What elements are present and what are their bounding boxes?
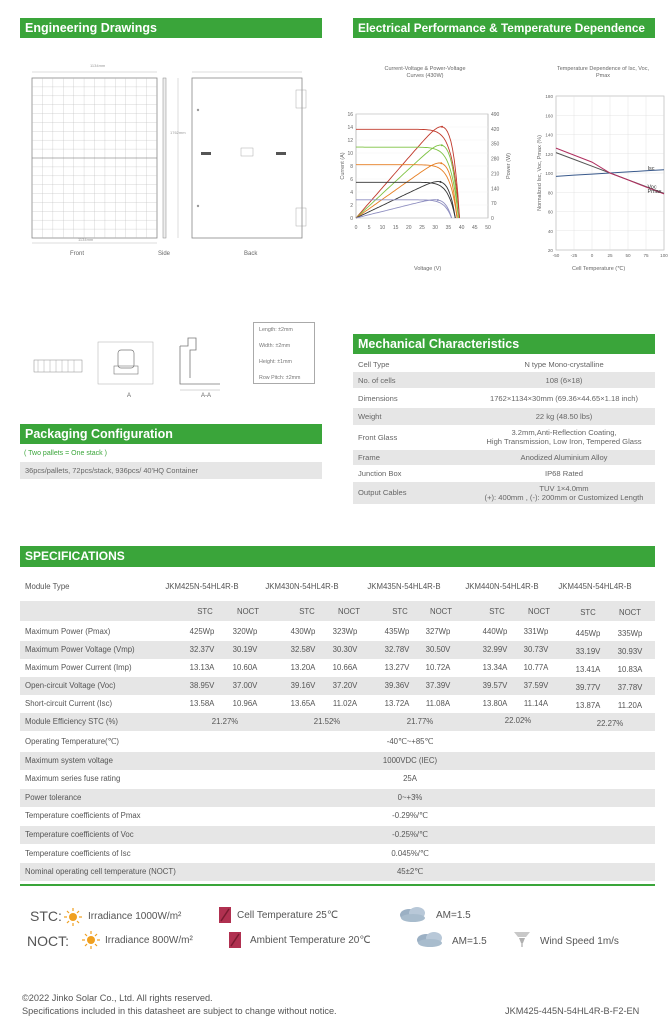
iv-mpp-point bbox=[441, 126, 443, 128]
spec-value: 11.02A bbox=[332, 699, 358, 708]
spec-value: 11.20A bbox=[617, 701, 643, 710]
model-435: JKM435N-54HL4R-B bbox=[367, 582, 441, 591]
spec-value: 13.20A bbox=[290, 663, 316, 672]
temp-y-axis-label: Normalized Isc, Voc, Pmax (%) bbox=[537, 135, 543, 211]
spec-value: 33.19V bbox=[575, 647, 601, 656]
spec-value: 39.57V bbox=[482, 681, 508, 690]
section-aa-label: A-A bbox=[201, 393, 212, 399]
efficiency-label: Module Efficiency STC (%) bbox=[25, 717, 119, 726]
spec-value: 10.83A bbox=[617, 665, 643, 674]
cloud-icon bbox=[397, 904, 429, 924]
temp-x-tick: 0 bbox=[590, 253, 594, 258]
spec-value: 430Wp bbox=[290, 627, 316, 636]
model-430: JKM430N-54HL4R-B bbox=[265, 582, 339, 591]
model-425: JKM425N-54HL4R-B bbox=[165, 582, 239, 591]
spec-common-row bbox=[20, 845, 655, 863]
spec-value: 445Wp bbox=[575, 629, 601, 638]
spec-value: 10.72A bbox=[425, 663, 451, 672]
tolerance-height: Height: ±1mm bbox=[259, 359, 292, 365]
spec-value: 32.37V bbox=[189, 645, 215, 654]
spec-value: 37.39V bbox=[425, 681, 451, 690]
iv-y-tick: 0 bbox=[350, 216, 353, 222]
spec-value: 37.78V bbox=[617, 683, 643, 692]
iv-x-tick: 45 bbox=[472, 225, 478, 231]
specs-stc-noct-row: STC NOCT STC NOCT STC NOCT STC NOCT STC NOCT bbox=[20, 601, 655, 621]
electrical-header bbox=[353, 18, 655, 38]
back-panel bbox=[192, 78, 302, 238]
spec-value: 30.50V bbox=[425, 645, 451, 654]
iv-y-tick: 4 bbox=[350, 190, 353, 196]
spec-value: 13.72A bbox=[384, 699, 410, 708]
spec-row-label: Maximum system voltage bbox=[25, 755, 113, 765]
spec-value: 440Wp bbox=[482, 627, 508, 636]
iv-y-axis-label: Current (A) bbox=[340, 152, 346, 180]
spec-value: 13.34A bbox=[482, 663, 508, 672]
spec-value: 30.73V bbox=[523, 645, 549, 654]
back-label: Back bbox=[244, 251, 258, 257]
spec-row bbox=[20, 659, 655, 677]
specs-header bbox=[20, 546, 655, 567]
packaging-note: ( Two pallets = One stack ) bbox=[24, 450, 107, 457]
noct-irradiance: Irradiance 800W/m² bbox=[105, 935, 193, 946]
module-type-label: Module Type bbox=[25, 582, 70, 591]
iv-y2-tick: 70 bbox=[491, 201, 497, 208]
spec-row-label: Short-circuit Current (Isc) bbox=[25, 699, 113, 708]
mech-row-dimensions: Dimensions 1762×1134×30mm (69.36×44.65×1.18 inch) bbox=[358, 394, 639, 403]
spec-row-label: Maximum series fuse rating bbox=[25, 774, 121, 784]
stc-irradiance: Irradiance 1000W/m² bbox=[88, 911, 182, 922]
spec-common-row bbox=[20, 807, 655, 825]
model-440: JKM440N-54HL4R-B bbox=[465, 582, 539, 591]
temp-x-axis-label: Cell Temperature (℃) bbox=[572, 266, 626, 272]
spec-common-value: -0.29%/℃ bbox=[392, 811, 428, 821]
spec-value: 30.93V bbox=[617, 647, 643, 656]
temp-x-tick: -25 bbox=[570, 253, 578, 258]
spec-row-label: Maximum Power (Pmax) bbox=[25, 627, 111, 636]
engineering-header bbox=[20, 18, 322, 38]
front-width-dim: 1134mm bbox=[90, 63, 106, 68]
spec-value: 320Wp bbox=[232, 627, 258, 636]
cell-temperature-icon bbox=[218, 906, 232, 924]
iv-y2-tick: 420 bbox=[491, 126, 500, 133]
packaging-title: Packaging Configuration bbox=[25, 427, 173, 441]
spec-value: 425Wp bbox=[189, 627, 215, 636]
spec-row-label: Temperature coefficients of Pmax bbox=[25, 811, 141, 821]
mech-row-cell-type: Cell Type N type Mono-crystalline bbox=[358, 360, 604, 369]
stc-label: STC: bbox=[30, 908, 62, 924]
section-a-label: A bbox=[127, 393, 132, 399]
temp-series-label: Voc bbox=[647, 184, 657, 191]
spec-row bbox=[20, 641, 655, 659]
spec-value: 39.36V bbox=[384, 681, 410, 690]
iv-y-tick: 2 bbox=[350, 203, 353, 209]
spec-row-label: Power tolerance bbox=[25, 792, 82, 802]
specs-bottom-rule bbox=[20, 884, 655, 886]
spec-row-label: Maximum Power Current (Imp) bbox=[25, 663, 132, 672]
cell-temperature: Cell Temperature 25℃ bbox=[237, 910, 339, 921]
spec-common-value: 0~+3% bbox=[397, 792, 423, 802]
tolerance-box bbox=[253, 322, 315, 384]
specs-module-type-row bbox=[20, 578, 655, 596]
cloud-icon-noct bbox=[414, 929, 446, 949]
spec-value: 32.78V bbox=[384, 645, 410, 654]
spec-value: 13.80A bbox=[482, 699, 508, 708]
temp-series-label: Pmax bbox=[647, 188, 662, 195]
mech-row-cells: No. of cells 108 (6×18) bbox=[353, 372, 655, 388]
spec-value: 32.99V bbox=[482, 645, 508, 654]
spec-common-row bbox=[20, 863, 655, 881]
spec-value: 11.08A bbox=[425, 699, 451, 708]
spec-value: 13.65A bbox=[290, 699, 316, 708]
side-length-dim: 1762mm bbox=[170, 130, 186, 135]
electrical-title: Electrical Performance & Temperature Dependence bbox=[358, 21, 645, 35]
spec-value: 10.77A bbox=[523, 663, 549, 672]
iv-x-tick: 40 bbox=[458, 225, 465, 231]
spec-value: 327Wp bbox=[425, 627, 451, 636]
mech-row-output-cables: Output Cables TUV 1×4.0mm (+): 400mm , (-): 200mm or Customized Length bbox=[353, 482, 655, 504]
spec-value: 335Wp bbox=[617, 629, 643, 638]
side-profile bbox=[163, 78, 166, 238]
mech-row-frame: Frame Anodized Aluminium Alloy bbox=[353, 450, 655, 465]
spec-row-label: Operating Temperature(℃) bbox=[25, 737, 119, 746]
spec-common-value: 0.045%/℃ bbox=[391, 848, 429, 858]
temp-y-tick: 80 bbox=[547, 190, 553, 196]
temp-y-tick: 40 bbox=[547, 228, 553, 234]
specs-efficiency-row: Module Efficiency STC (%) 21.27% 21.52% 21.77% 22.02% 22.27% bbox=[20, 713, 655, 731]
spec-value: 32.58V bbox=[290, 645, 316, 654]
change-notice: Specifications included in this datasheet are subject to change without notice. bbox=[22, 1006, 337, 1016]
spec-common-value: -40℃~+85℃ bbox=[386, 737, 434, 746]
spec-value: 331Wp bbox=[523, 627, 549, 636]
spec-row bbox=[20, 695, 655, 713]
sun-icon bbox=[64, 908, 82, 926]
iv-x-tick: 10 bbox=[379, 225, 386, 231]
cross-section-figure bbox=[30, 328, 255, 400]
spec-value: 39.16V bbox=[290, 681, 316, 690]
mech-row-junction-box: Junction Box IP68 Rated bbox=[358, 469, 583, 478]
iv-x-tick: 35 bbox=[445, 225, 452, 231]
spec-row-label: Temperature coefficients of Voc bbox=[25, 830, 134, 839]
iv-y2-tick: 350 bbox=[491, 141, 500, 148]
iv-x-tick: 20 bbox=[406, 225, 412, 231]
mech-row-front-glass: Front Glass 3.2mm,Anti-Reflection Coating, High Transmission, Low Iron, Tempered Glass bbox=[358, 428, 642, 446]
iv-curve-chart bbox=[336, 90, 526, 265]
spec-row-label: Temperature coefficients of Isc bbox=[25, 848, 131, 858]
spec-value: 37.20V bbox=[332, 681, 358, 690]
packaging-detail: 36pcs/pallets, 72pcs/stack, 936pcs/ 40'HQ Container bbox=[25, 466, 199, 475]
tolerance-length: Length: ±2mm bbox=[259, 327, 293, 333]
iv-y2-tick: 140 bbox=[491, 186, 500, 193]
temp-x-tick: 75 bbox=[643, 253, 649, 258]
iv-y2-tick: 490 bbox=[491, 112, 500, 118]
iv-x-tick: 15 bbox=[392, 225, 399, 231]
spec-value: 435Wp bbox=[384, 627, 410, 636]
spec-value: 13.87A bbox=[575, 701, 601, 710]
temp-y-tick: 160 bbox=[545, 113, 553, 119]
front-bottom-dim: 1134mm bbox=[78, 237, 94, 242]
spec-value: 13.27V bbox=[384, 663, 410, 672]
iv-x-tick: 50 bbox=[485, 225, 491, 231]
spec-common-value: -0.25%/℃ bbox=[392, 830, 428, 839]
spec-common-row bbox=[20, 733, 655, 751]
temp-x-tick: 25 bbox=[607, 253, 613, 258]
temp-x-tick: 50 bbox=[625, 253, 631, 258]
spec-common-value: 25A bbox=[403, 774, 417, 784]
spec-row bbox=[20, 623, 655, 641]
packaging-detail-row bbox=[20, 462, 322, 479]
spec-common-row bbox=[20, 770, 655, 788]
side-label: Side bbox=[158, 251, 171, 257]
spec-value: 11.14A bbox=[523, 699, 549, 708]
temp-y-tick: 20 bbox=[547, 248, 553, 253]
spec-value: 37.00V bbox=[232, 681, 258, 690]
engineering-title: Engineering Drawings bbox=[25, 21, 157, 35]
iv-y-tick: 14 bbox=[347, 125, 353, 131]
spec-value: 39.77V bbox=[575, 683, 601, 692]
temp-series-label: Isc bbox=[647, 165, 655, 172]
temp-chart-title: Temperature Dependence of Isc, Voc, Pmax bbox=[556, 66, 650, 79]
iv-mpp-point bbox=[441, 144, 443, 146]
copyright: ©2022 Jinko Solar Co., Ltd. All rights reserved. bbox=[22, 993, 213, 1003]
mechanical-title: Mechanical Characteristics bbox=[358, 337, 520, 351]
ambient-temperature-icon bbox=[228, 931, 242, 949]
wind-icon bbox=[512, 928, 532, 948]
spec-value: 323Wp bbox=[332, 627, 358, 636]
spec-value: 30.19V bbox=[232, 645, 258, 654]
tolerance-row-pitch: Row Pitch: ±2mm bbox=[259, 375, 301, 381]
spec-value: 30.30V bbox=[332, 645, 358, 654]
front-label: Front bbox=[70, 251, 85, 257]
iv-y-tick: 10 bbox=[347, 151, 353, 157]
iv-y-tick: 12 bbox=[347, 138, 353, 144]
noct-label: NOCT: bbox=[27, 933, 69, 949]
spec-row-label: Maximum Power Voltage (Vmp) bbox=[25, 645, 135, 654]
iv-y2-tick: 0 bbox=[491, 216, 494, 222]
spec-row-label: Nominal operating cell temperature (NOCT) bbox=[25, 867, 176, 877]
noct-air-mass: AM=1.5 bbox=[452, 936, 487, 947]
iv-y2-tick: 210 bbox=[491, 171, 500, 178]
mech-row-weight: Weight 22 kg (48.50 lbs) bbox=[353, 408, 655, 425]
spec-row bbox=[20, 677, 655, 695]
iv-x-axis-label: Voltage (V) bbox=[414, 266, 442, 272]
iv-y-tick: 8 bbox=[350, 164, 353, 170]
iv-chart-title: Current-Voltage & Power-Voltage Curves (430W) bbox=[384, 66, 466, 79]
wind-speed: Wind Speed 1m/s bbox=[540, 936, 619, 947]
temp-y-tick: 100 bbox=[545, 171, 553, 176]
packaging-header bbox=[20, 424, 322, 444]
iv-mpp-point bbox=[440, 162, 442, 164]
tolerance-width: Width: ±2mm bbox=[259, 343, 291, 349]
spec-common-row bbox=[20, 826, 655, 844]
iv-mpp-point bbox=[439, 181, 441, 183]
specs-title: SPECIFICATIONS bbox=[25, 549, 125, 563]
spec-row-label: Open-circuit Voltage (Voc) bbox=[25, 681, 116, 690]
spec-value: 13.58A bbox=[189, 699, 215, 708]
spec-value: 38.95V bbox=[189, 681, 215, 690]
temp-y-tick: 120 bbox=[545, 151, 553, 157]
model-445: JKM445N-54HL4R-B bbox=[558, 582, 632, 591]
spec-common-row bbox=[20, 752, 655, 770]
temp-x-tick: -50 bbox=[552, 253, 560, 258]
temp-x-tick: 100 bbox=[660, 253, 668, 258]
iv-y-tick: 16 bbox=[347, 112, 353, 118]
iv-x-tick: 25 bbox=[419, 225, 425, 231]
spec-common-value: 45±2℃ bbox=[396, 867, 424, 877]
spec-value: 10.60A bbox=[232, 663, 258, 672]
iv-y2-tick: 280 bbox=[491, 156, 500, 163]
iv-mpp-point bbox=[437, 199, 439, 201]
ambient-temperature: Ambient Temperature 20℃ bbox=[250, 935, 371, 946]
document-code: JKM425-445N-54HL4R-B-F2-EN bbox=[505, 1006, 640, 1016]
spec-common-row bbox=[20, 789, 655, 807]
temperature-chart bbox=[532, 90, 667, 265]
spec-value: 37.59V bbox=[523, 681, 549, 690]
iv-x-tick: 5 bbox=[367, 225, 371, 231]
temp-y-tick: 140 bbox=[545, 132, 553, 138]
sun-icon-noct bbox=[82, 931, 100, 949]
spec-value: 10.96A bbox=[232, 699, 258, 708]
temp-y-tick: 60 bbox=[547, 209, 553, 215]
temp-y-tick: 180 bbox=[545, 94, 553, 99]
spec-value: 13.13A bbox=[189, 663, 215, 672]
stc-air-mass: AM=1.5 bbox=[436, 910, 471, 921]
iv-y2-axis-label: Power (W) bbox=[506, 153, 512, 179]
iv-x-tick: 0 bbox=[354, 225, 358, 231]
spec-value: 10.66A bbox=[332, 663, 358, 672]
spec-common-value: 1000VDC (IEC) bbox=[382, 755, 438, 765]
spec-value: 13.41A bbox=[575, 665, 601, 674]
iv-y-tick: 6 bbox=[350, 177, 353, 183]
engineering-drawings-figure bbox=[20, 60, 320, 265]
iv-x-tick: 30 bbox=[432, 225, 438, 231]
mechanical-header bbox=[353, 334, 655, 354]
